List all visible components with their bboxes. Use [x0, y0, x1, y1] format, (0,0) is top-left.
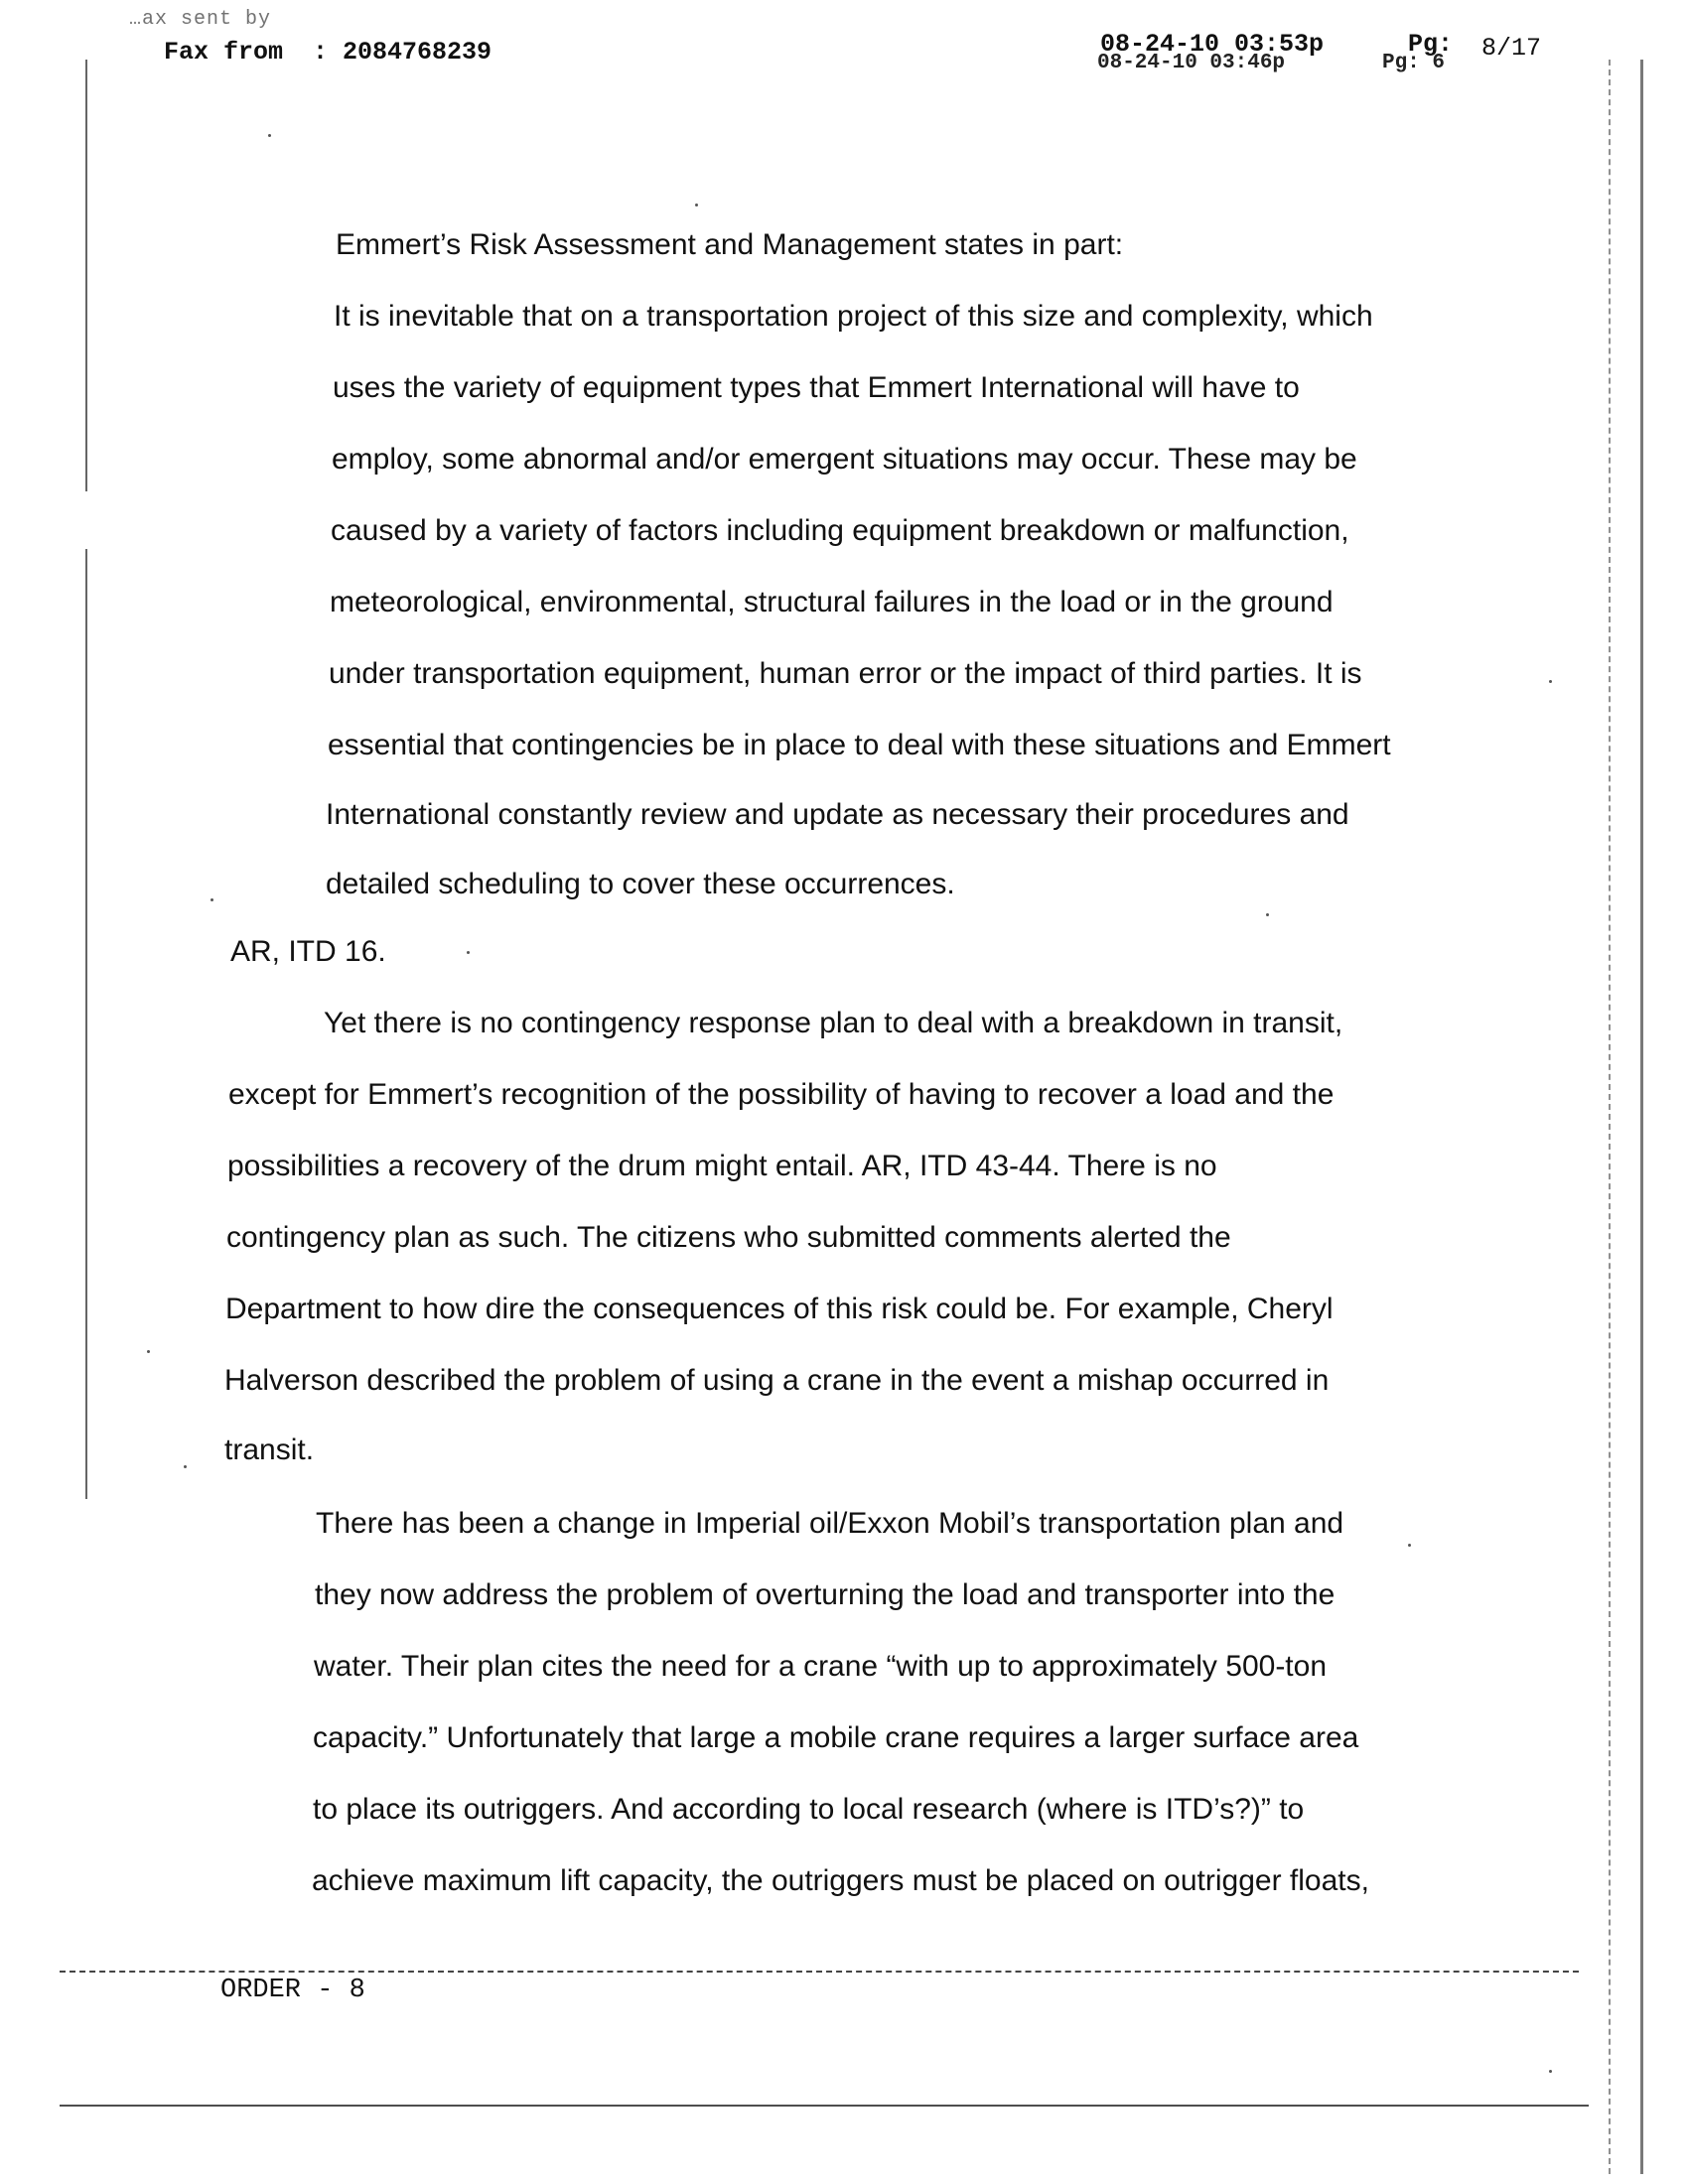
body-line: employ, some abnormal and/or emergent situations may occur. These may be: [332, 443, 1357, 476]
fax-page-value: 8/17: [1481, 34, 1542, 63]
body-line: contingency plan as such. The citizens who submitted comments alerted the: [226, 1221, 1231, 1254]
body-line: detailed scheduling to cover these occurrences.: [326, 868, 955, 900]
body-line: essential that contingencies be in place to deal with these situations and Emmert: [328, 729, 1391, 761]
body-line: to place its outriggers. And according to local research (where is ITD’s?)” to: [313, 1793, 1305, 1826]
body-line: Yet there is no contingency response plan to deal with a breakdown in transit,: [324, 1007, 1343, 1039]
body-line: except for Emmert’s recognition of the possibility of having to recover a load and the: [228, 1078, 1335, 1111]
body-line: transit.: [224, 1433, 315, 1466]
body-line: It is inevitable that on a transportation project of this size and complexity, which: [334, 300, 1373, 333]
scan-speck: [467, 951, 470, 954]
body-line: they now address the problem of overturning the load and transporter into the: [315, 1578, 1336, 1611]
body-line: under transportation equipment, human error or the impact of third parties. It is: [329, 657, 1362, 690]
fax-page-label: Pg:: [1408, 30, 1454, 59]
left-scan-edge: [85, 60, 87, 1499]
fax-from-number: : 2084768239: [313, 38, 492, 67]
fax-from-label: Fax from: [164, 38, 284, 67]
scan-speck: [1549, 680, 1552, 683]
body-line: caused by a variety of factors including equipment breakdown or malfunction,: [331, 514, 1349, 547]
body-line: Department to how dire the consequences of this risk could be. For example, Cheryl: [225, 1293, 1334, 1325]
body-line: meteorological, environmental, structural failures in the load or in the ground: [330, 586, 1334, 618]
right-scan-edge: [1609, 60, 1643, 2174]
body-line: capacity.” Unfortunately that large a mobile crane requires a larger surface area: [313, 1721, 1359, 1754]
footer-page-label: ORDER - 8: [220, 1976, 365, 2005]
scan-speck: [1408, 1544, 1411, 1547]
scan-speck: [184, 1465, 187, 1468]
body-line: There has been a change in Imperial oil/Exxon Mobil’s transportation plan and: [316, 1507, 1344, 1540]
body-line: uses the variety of equipment types that Emmert International will have to: [333, 371, 1300, 404]
scan-speck: [147, 1350, 150, 1353]
fax-overlap-datetime: 08-24-10 03:46p: [1097, 52, 1286, 74]
body-line: Emmert’s Risk Assessment and Management states in part:: [336, 228, 1124, 261]
scan-speck: [695, 204, 698, 206]
body-line: International constantly review and update as necessary their procedures and: [326, 798, 1349, 831]
fax-header-cut-line: …ax sent by: [129, 8, 272, 31]
fax-overlap-page: Pg: 6: [1382, 52, 1446, 74]
scan-speck: [1549, 2070, 1552, 2073]
body-line: possibilities a recovery of the drum might entail. AR, ITD 43-44. There is no: [227, 1150, 1217, 1182]
scan-speck: [1266, 913, 1269, 916]
fax-datetime: 08-24-10 03:53p: [1100, 30, 1325, 59]
scan-speck: [211, 898, 213, 901]
body-line: AR, ITD 16.: [230, 935, 386, 968]
scan-speck: [268, 134, 271, 137]
body-line: Halverson described the problem of using a crane in the event a mishap occurred in: [224, 1364, 1330, 1397]
footer-divider: [60, 1971, 1579, 1973]
body-line: achieve maximum lift capacity, the outriggers must be placed on outrigger floats,: [312, 1864, 1369, 1897]
bottom-scan-edge: [60, 2105, 1589, 2107]
body-line: water. Their plan cites the need for a crane “with up to approximately 500-ton: [314, 1650, 1328, 1683]
